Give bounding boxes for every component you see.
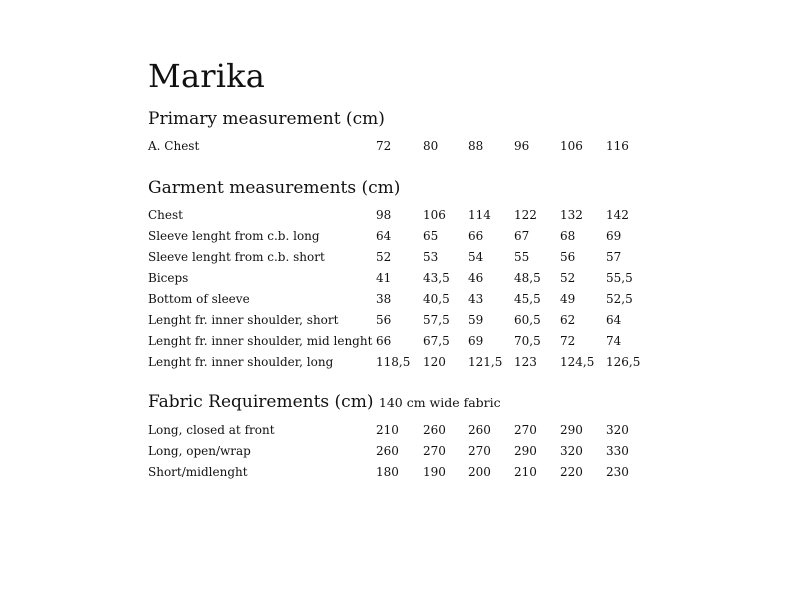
size-value: 270 — [514, 423, 537, 437]
section-heading — [148, 391, 708, 414]
table-row — [148, 289, 708, 310]
size-value: 142 — [606, 208, 629, 222]
size-value: 66 — [468, 229, 484, 243]
measurement-table — [148, 205, 708, 373]
size-value: 72 — [560, 334, 576, 348]
size-value: 123 — [514, 355, 537, 369]
table-row — [148, 352, 708, 373]
size-value: 49 — [560, 292, 576, 306]
size-value: 38 — [376, 292, 392, 306]
size-value: 72 — [376, 139, 392, 153]
section-heading: Primary measurement (cm) — [148, 109, 385, 129]
table-row — [148, 420, 708, 441]
size-value: 67,5 — [423, 334, 450, 348]
size-value: 57,5 — [423, 313, 450, 327]
size-value: 62 — [560, 313, 576, 327]
size-value: 98 — [376, 208, 392, 222]
table-row — [148, 441, 708, 462]
size-value: 118,5 — [376, 355, 411, 369]
size-value: 60,5 — [514, 313, 541, 327]
row-label: Lenght fr. inner shoulder, long — [148, 355, 334, 369]
page-title: Marika — [148, 57, 266, 95]
size-value: 96 — [514, 139, 530, 153]
size-value: 64 — [376, 229, 392, 243]
size-value: 74 — [606, 334, 622, 348]
size-value: 220 — [560, 465, 583, 479]
size-value: 230 — [606, 465, 629, 479]
size-value: 69 — [606, 229, 622, 243]
size-value: 65 — [423, 229, 439, 243]
size-value: 120 — [423, 355, 446, 369]
size-value: 56 — [560, 250, 576, 264]
row-label: Bottom of sleeve — [148, 292, 250, 306]
size-value: 320 — [606, 423, 629, 437]
size-value: 260 — [423, 423, 446, 437]
table-row — [148, 310, 708, 331]
size-value: 52 — [560, 271, 576, 285]
size-value: 190 — [423, 465, 446, 479]
size-value: 122 — [514, 208, 537, 222]
size-value: 43 — [468, 292, 484, 306]
size-value: 180 — [376, 465, 399, 479]
size-value: 43,5 — [423, 271, 450, 285]
size-chart-page — [148, 56, 708, 483]
size-value: 126,5 — [606, 355, 641, 369]
size-value: 290 — [514, 444, 537, 458]
row-label: Lenght fr. inner shoulder, mid lenght — [148, 334, 373, 348]
table-row — [148, 247, 708, 268]
size-value: 55 — [514, 250, 530, 264]
size-value: 330 — [606, 444, 629, 458]
row-label: Long, open/wrap — [148, 444, 251, 458]
size-value: 59 — [468, 313, 484, 327]
row-label: Short/midlenght — [148, 465, 248, 479]
size-value: 124,5 — [560, 355, 595, 369]
size-value: 55,5 — [606, 271, 633, 285]
primary-measurement-section — [148, 108, 708, 157]
table-row — [148, 331, 708, 352]
size-value: 200 — [468, 465, 491, 479]
size-value: 210 — [376, 423, 399, 437]
size-value: 69 — [468, 334, 484, 348]
row-label: A. Chest — [148, 139, 200, 153]
size-value: 121,5 — [468, 355, 503, 369]
row-label: Lenght fr. inner shoulder, short — [148, 313, 339, 327]
row-label: Biceps — [148, 271, 189, 285]
size-value: 56 — [376, 313, 392, 327]
fabric-width-note: 140 cm wide fabric — [378, 395, 501, 410]
size-value: 68 — [560, 229, 576, 243]
size-value: 46 — [468, 271, 484, 285]
size-value: 52,5 — [606, 292, 633, 306]
garment-measurements-section — [148, 177, 708, 373]
size-value: 54 — [468, 250, 484, 264]
size-value: 64 — [606, 313, 622, 327]
size-value: 88 — [468, 139, 484, 153]
size-value: 41 — [376, 271, 392, 285]
row-label: Long, closed at front — [148, 423, 275, 437]
size-value: 106 — [423, 208, 446, 222]
size-value: 45,5 — [514, 292, 541, 306]
section-heading-text: Fabric Requirements (cm) — [148, 392, 374, 412]
size-value: 80 — [423, 139, 439, 153]
row-label: Sleeve lenght from c.b. short — [148, 250, 325, 264]
size-value: 70,5 — [514, 334, 541, 348]
size-value: 48,5 — [514, 271, 541, 285]
size-value: 52 — [376, 250, 392, 264]
table-row — [148, 205, 708, 226]
size-value: 290 — [560, 423, 583, 437]
size-value: 270 — [423, 444, 446, 458]
section-heading: Garment measurements (cm) — [148, 178, 401, 198]
size-value: 67 — [514, 229, 530, 243]
size-value: 53 — [423, 250, 439, 264]
size-value: 40,5 — [423, 292, 450, 306]
size-value: 57 — [606, 250, 622, 264]
fabric-requirements-section — [148, 391, 708, 483]
measurement-table — [148, 420, 708, 483]
size-value: 260 — [468, 423, 491, 437]
size-value: 114 — [468, 208, 491, 222]
size-value: 260 — [376, 444, 399, 458]
size-value: 270 — [468, 444, 491, 458]
size-value: 66 — [376, 334, 392, 348]
size-value: 210 — [514, 465, 537, 479]
table-row — [148, 462, 708, 483]
size-value: 132 — [560, 208, 583, 222]
table-row — [148, 136, 708, 157]
size-value: 106 — [560, 139, 583, 153]
measurement-table — [148, 136, 708, 157]
row-label: Chest — [148, 208, 183, 222]
size-value: 320 — [560, 444, 583, 458]
size-value: 116 — [606, 139, 629, 153]
row-label: Sleeve lenght from c.b. long — [148, 229, 320, 243]
table-row — [148, 268, 708, 289]
table-row — [148, 226, 708, 247]
